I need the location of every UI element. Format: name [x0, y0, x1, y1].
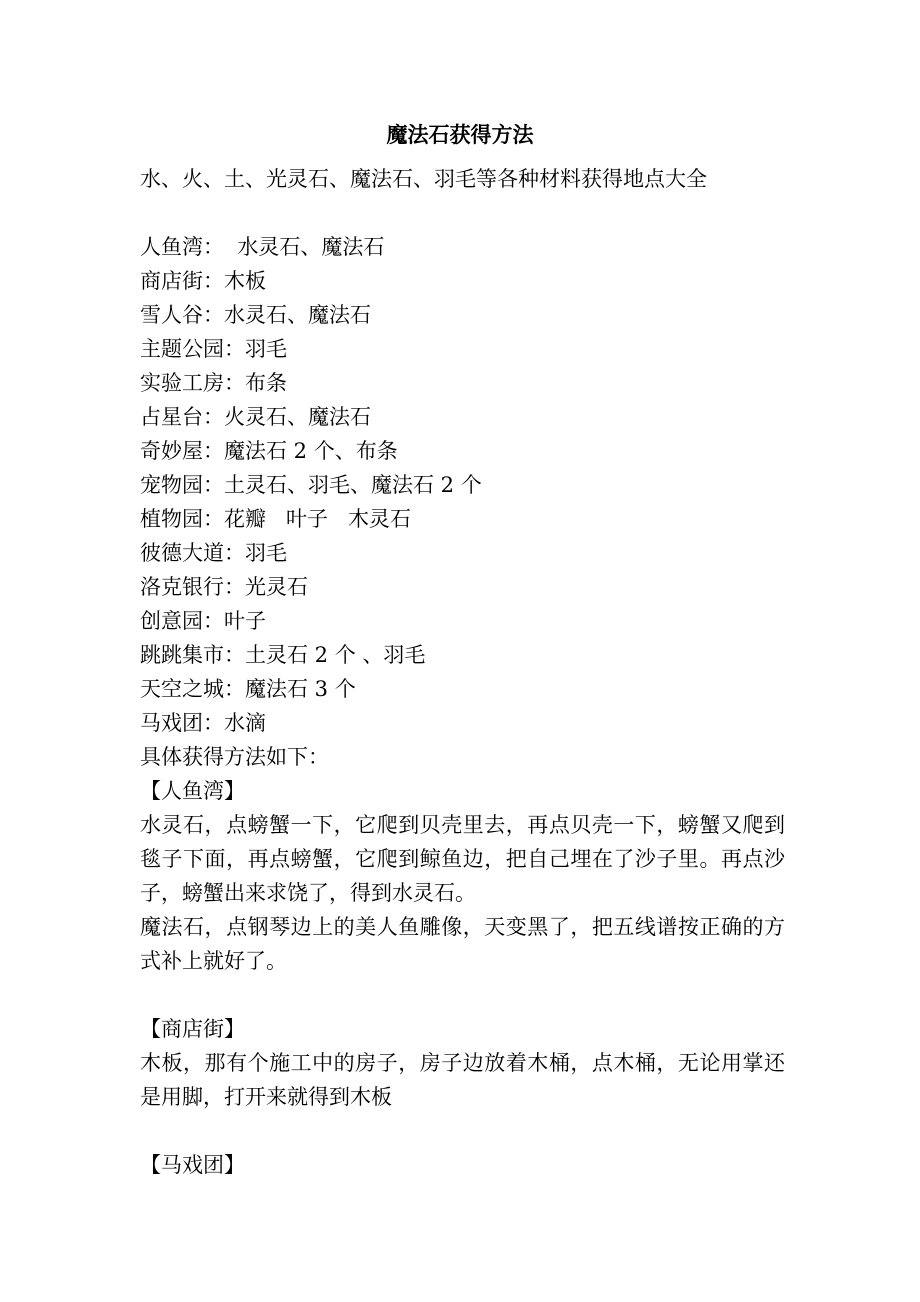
location-line: 奇妙屋：魔法石 2 个、布条 — [140, 439, 398, 463]
location-line: 创意园：叶子 — [140, 609, 266, 633]
blank-line — [140, 1114, 800, 1148]
document-title: 魔法石获得方法 — [386, 122, 534, 147]
location-line: 马戏团：水滴 — [140, 711, 266, 735]
location-line: 跳跳集市：土灵石 2 个 、羽毛 — [140, 643, 426, 667]
mermaid-bay-magic-stone-paragraph: 魔法石，点钢琴边上的美人鱼雕像，天变黑了，把五线谱按正确的方式补上就好了。 — [140, 915, 785, 973]
document-subtitle: 水、火、土、光灵石、魔法石、羽毛等各种材料获得地点大全 — [140, 167, 707, 191]
section-heading-mermaid-bay: 【人鱼湾】 — [140, 779, 245, 803]
location-line: 洛克银行：光灵石 — [140, 575, 308, 599]
location-line: 植物园：花瓣 叶子 木灵石 — [140, 507, 412, 531]
location-line: 人鱼湾： 水灵石、魔法石 — [140, 235, 385, 259]
location-line: 主题公园：羽毛 — [140, 337, 287, 361]
location-line: 占星台：火灵石、魔法石 — [140, 405, 371, 429]
location-line: 商店街：木板 — [140, 269, 266, 293]
location-line: 彼德大道：羽毛 — [140, 541, 287, 565]
mermaid-bay-water-stone-paragraph: 水灵石，点螃蟹一下，它爬到贝壳里去，再点贝壳一下，螃蟹又爬到毯子下面，再点螃蟹，它爬到鲸鱼边，把自己埋在了沙子里。再点沙子，螃蟹出来求饶了，得到水灵石。 — [140, 813, 785, 905]
shop-street-wood-paragraph: 木板，那有个施工中的房子，房子边放着木桶，点木桶，无论用掌还是用脚，打开来就得到木板 — [140, 1051, 785, 1109]
section-heading-circus: 【马戏团】 — [140, 1153, 245, 1177]
location-line: 实验工房：布条 — [140, 371, 287, 395]
location-line: 雪人谷：水灵石、魔法石 — [140, 303, 371, 327]
document-body — [140, 230, 800, 1182]
section-heading-shop-street: 【商店街】 — [140, 1017, 245, 1041]
intro-line: 具体获得方法如下： — [140, 745, 329, 769]
location-line: 宠物园：土灵石、羽毛、魔法石 2 个 — [140, 473, 482, 497]
blank-line — [140, 978, 800, 1012]
location-line: 天空之城：魔法石 3 个 — [140, 677, 356, 701]
